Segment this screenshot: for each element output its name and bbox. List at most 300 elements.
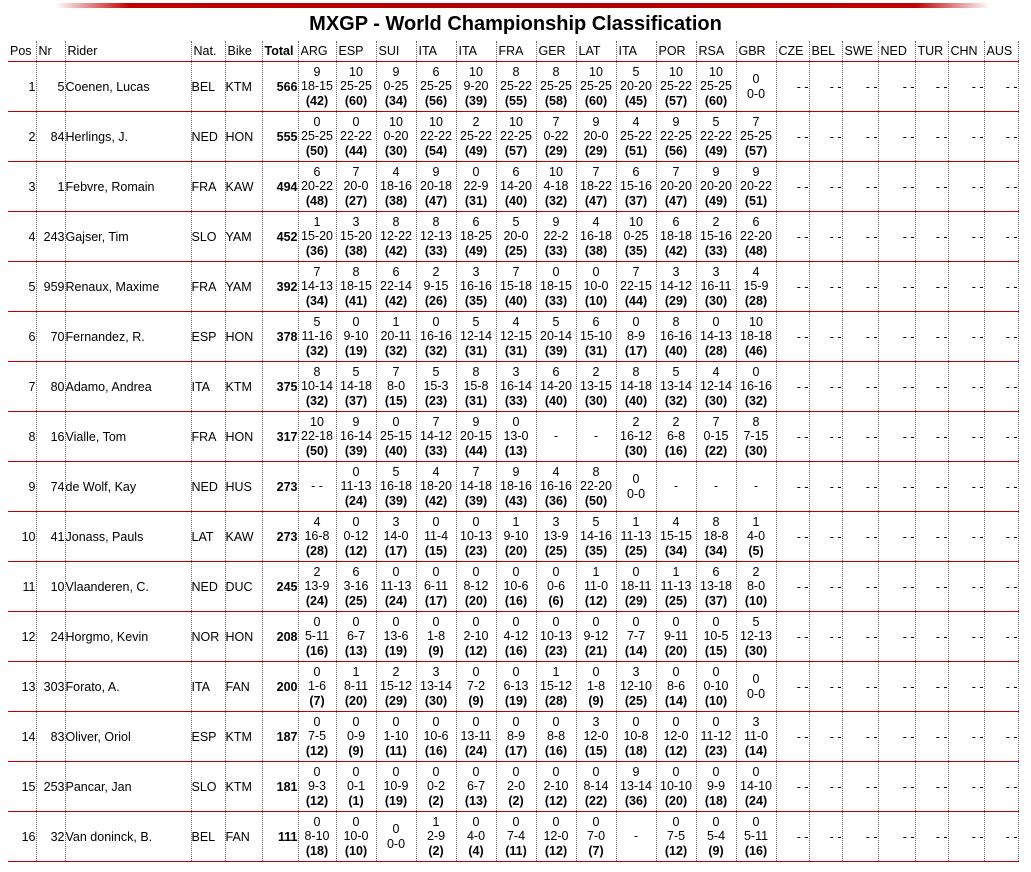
heat-results: 18-15 xyxy=(540,279,572,294)
round-empty-cell: - - xyxy=(878,562,915,612)
round-result-cell xyxy=(536,612,576,662)
heat-results: 2-9 xyxy=(426,829,446,844)
heat-results: 15-15 xyxy=(660,529,692,544)
round-empty-cell: - - xyxy=(915,812,948,862)
row-position: 10 xyxy=(8,512,36,562)
round-empty-cell: - - xyxy=(984,662,1018,712)
row-rider-name: Jonass, Pauls xyxy=(65,512,191,562)
round-empty-cell: - - xyxy=(915,362,948,412)
round-empty-cell: - - xyxy=(878,312,915,362)
heat-results: 20-22 xyxy=(301,179,333,194)
round-position: 0 xyxy=(432,614,440,629)
row-position: 16 xyxy=(8,812,36,862)
round-points: (40) xyxy=(384,443,408,458)
round-empty-cell: - - xyxy=(984,762,1018,812)
heat-results: 9-11 xyxy=(663,629,689,644)
round-position: 0 xyxy=(672,714,680,729)
round-points: (51) xyxy=(744,193,768,208)
round-result-cell xyxy=(376,512,416,562)
row-total-points: 187 xyxy=(262,712,298,762)
round-position: 3 xyxy=(752,714,760,729)
round-points: (41) xyxy=(344,293,368,308)
round-points: (23) xyxy=(544,643,568,658)
round-result-cell xyxy=(616,462,656,512)
round-points: (25) xyxy=(544,543,568,558)
round-points: (40) xyxy=(664,343,688,358)
round-points: (29) xyxy=(544,143,568,158)
round-position: - xyxy=(753,479,759,494)
heat-results: 22-14 xyxy=(380,279,412,294)
round-result-cell xyxy=(376,212,416,262)
round-position: 9 xyxy=(352,414,360,429)
round-points: (12) xyxy=(584,593,608,608)
round-empty-cell: - - xyxy=(984,812,1018,862)
round-position: 8 xyxy=(392,214,400,229)
heat-results: 16-12 xyxy=(620,429,652,444)
round-points: (30) xyxy=(704,393,728,408)
row-nationality: BEL xyxy=(191,62,225,112)
round-points: (18) xyxy=(305,843,329,858)
round-points: (6) xyxy=(548,593,564,608)
round-position: 0 xyxy=(592,614,600,629)
round-result-cell xyxy=(576,412,616,462)
heat-results: 8-0 xyxy=(386,379,406,394)
heat-results: 22-18 xyxy=(301,429,333,444)
heat-results: 10-9 xyxy=(383,779,409,794)
round-points: (12) xyxy=(344,543,368,558)
round-result-cell xyxy=(616,762,656,812)
table-row xyxy=(8,162,1018,212)
heat-results: 6-13 xyxy=(503,679,529,694)
row-position: 13 xyxy=(8,662,36,712)
heat-results: 25-25 xyxy=(420,79,452,94)
round-points: (35) xyxy=(464,293,488,308)
round-empty-cell: - - xyxy=(984,612,1018,662)
heat-results: 16-8 xyxy=(304,529,330,544)
round-empty-cell: - - xyxy=(776,612,809,662)
round-empty-cell: - - xyxy=(842,512,878,562)
heat-results: 18-11 xyxy=(620,579,652,594)
round-result-cell xyxy=(536,812,576,862)
round-empty-cell: - - xyxy=(948,712,984,762)
round-result-cell xyxy=(696,562,736,612)
row-number: 80 xyxy=(36,362,65,412)
heat-results: 10-13 xyxy=(540,629,572,644)
round-empty-cell: - - xyxy=(915,262,948,312)
round-result-cell xyxy=(576,562,616,612)
round-empty-cell: - - xyxy=(878,162,915,212)
round-result-cell xyxy=(376,462,416,512)
round-empty-cell: - - xyxy=(948,612,984,662)
round-points: (17) xyxy=(624,343,648,358)
row-total-points: 452 xyxy=(262,212,298,262)
round-result-cell xyxy=(416,462,456,512)
round-points: (60) xyxy=(584,93,608,108)
round-points: (31) xyxy=(464,343,488,358)
round-result-cell xyxy=(298,62,336,112)
round-position: 5 xyxy=(632,64,640,79)
round-result-cell xyxy=(336,362,376,412)
round-position: 3 xyxy=(632,664,640,679)
heat-results: 20-20 xyxy=(620,79,652,94)
round-result-cell xyxy=(298,362,336,412)
round-empty-cell: - - xyxy=(809,612,842,662)
header-round: RSA xyxy=(696,41,736,62)
round-result-cell xyxy=(376,712,416,762)
round-result-cell xyxy=(616,162,656,212)
round-position: 0 xyxy=(712,764,720,779)
round-result-cell xyxy=(456,62,496,112)
heat-results: 13-9 xyxy=(543,529,569,544)
round-position: 8 xyxy=(592,464,600,479)
row-nationality: FRA xyxy=(191,412,225,462)
heat-results: 20-0 xyxy=(503,229,529,244)
round-empty-cell: - - xyxy=(809,562,842,612)
round-result-cell xyxy=(736,262,776,312)
round-points: (31) xyxy=(584,343,608,358)
round-empty-cell: - - xyxy=(842,662,878,712)
round-points: (10) xyxy=(704,693,728,708)
round-result-cell xyxy=(536,462,576,512)
round-points: (29) xyxy=(584,143,608,158)
round-result-cell xyxy=(298,462,336,512)
round-points: (22) xyxy=(704,443,728,458)
round-result-cell xyxy=(456,462,496,512)
round-position: 5 xyxy=(512,214,520,229)
round-position: 9 xyxy=(472,414,480,429)
round-points: (40) xyxy=(544,393,568,408)
row-total-points: 494 xyxy=(262,162,298,212)
round-result-cell xyxy=(616,562,656,612)
round-position: 4 xyxy=(712,364,720,379)
round-position: 0 xyxy=(672,814,680,829)
round-position: 0 xyxy=(313,764,321,779)
round-points: (13) xyxy=(464,793,488,808)
heat-results: 16-16 xyxy=(540,479,572,494)
heat-results: 0-15 xyxy=(703,429,729,444)
page-title: MXGP - World Championship Classification xyxy=(309,13,722,35)
round-result-cell xyxy=(376,112,416,162)
round-position: 0 xyxy=(432,314,440,329)
round-position: 0 xyxy=(313,114,321,129)
round-result-cell xyxy=(298,612,336,662)
round-position: 0 xyxy=(712,664,720,679)
round-points: (35) xyxy=(624,243,648,258)
round-result-cell xyxy=(696,762,736,812)
round-points: (40) xyxy=(504,293,528,308)
round-empty-cell: - - xyxy=(915,762,948,812)
row-bike: FAN xyxy=(225,662,262,712)
round-result-cell xyxy=(736,762,776,812)
round-points: (60) xyxy=(704,93,728,108)
round-empty-cell: - - xyxy=(776,712,809,762)
round-result-cell xyxy=(336,712,376,762)
row-bike: KTM xyxy=(225,62,262,112)
heat-results: 1-10 xyxy=(383,729,409,744)
round-position: 0 xyxy=(472,564,480,579)
heat-results: 10-8 xyxy=(623,729,649,744)
round-empty-cell: - - xyxy=(809,362,842,412)
header-round: CZE xyxy=(776,41,809,62)
round-position: 3 xyxy=(432,664,440,679)
round-points: (15) xyxy=(584,743,608,758)
round-position: 4 xyxy=(632,114,640,129)
round-points: (23) xyxy=(704,743,728,758)
round-points: (45) xyxy=(624,93,648,108)
round-position: 2 xyxy=(752,564,760,579)
round-result-cell xyxy=(496,312,536,362)
heat-results: 15-12 xyxy=(380,679,412,694)
round-position: 0 xyxy=(432,514,440,529)
round-empty-cell: - - xyxy=(984,112,1018,162)
round-points: (47) xyxy=(424,193,448,208)
round-points: (17) xyxy=(504,743,528,758)
round-position: 7 xyxy=(472,464,480,479)
round-position: 0 xyxy=(672,664,680,679)
round-empty-cell: - - xyxy=(776,62,809,112)
round-position: 1 xyxy=(432,814,440,829)
round-empty-cell: - - xyxy=(984,312,1018,362)
heat-results: 2-10 xyxy=(463,629,489,644)
round-result-cell xyxy=(736,712,776,762)
round-position: 0 xyxy=(592,664,600,679)
round-points: (32) xyxy=(424,343,448,358)
round-position: 0 xyxy=(313,614,321,629)
round-result-cell xyxy=(656,112,696,162)
round-position: 1 xyxy=(512,514,520,529)
round-position: 0 xyxy=(632,472,640,486)
round-result-cell xyxy=(298,162,336,212)
heat-results: 25-15 xyxy=(380,429,412,444)
round-points: (33) xyxy=(504,393,528,408)
round-result-cell xyxy=(298,112,336,162)
round-empty-cell: - - xyxy=(842,162,878,212)
round-position: 5 xyxy=(472,314,480,329)
table-row xyxy=(8,712,1018,762)
round-position: 2 xyxy=(432,264,440,279)
row-bike: DUC xyxy=(225,562,262,612)
heat-results: 4-12 xyxy=(503,629,529,644)
round-result-cell xyxy=(616,512,656,562)
round-points: (49) xyxy=(464,243,488,258)
header-round: ARG xyxy=(298,41,336,62)
round-position: 10 xyxy=(669,64,683,79)
round-empty-cell: - - xyxy=(915,662,948,712)
heat-results: 11-13 xyxy=(660,579,692,594)
round-empty-cell: - - xyxy=(878,612,915,662)
round-result-cell xyxy=(496,462,536,512)
heat-results: 9-10 xyxy=(503,529,529,544)
header-bike: Bike xyxy=(225,41,262,62)
round-points: (15) xyxy=(384,393,408,408)
round-points: (51) xyxy=(624,143,648,158)
round-points: (44) xyxy=(624,293,648,308)
heat-results: 14-20 xyxy=(540,379,572,394)
round-empty-cell: - - xyxy=(948,562,984,612)
round-result-cell xyxy=(696,212,736,262)
heat-results: 16-16 xyxy=(660,329,692,344)
round-points: (34) xyxy=(305,293,329,308)
round-position: 6 xyxy=(752,214,760,229)
round-points: (57) xyxy=(504,143,528,158)
heat-results: 0-0 xyxy=(746,686,766,701)
round-points: (20) xyxy=(664,643,688,658)
round-points: (30) xyxy=(744,643,768,658)
row-number: 1 xyxy=(36,162,65,212)
round-empty-cell: - - xyxy=(776,162,809,212)
round-result-cell xyxy=(696,812,736,862)
round-points: (37) xyxy=(344,393,368,408)
round-result-cell xyxy=(736,812,776,862)
round-points: (30) xyxy=(624,443,648,458)
round-empty-cell: - - xyxy=(809,462,842,512)
round-result-cell xyxy=(536,412,576,462)
heat-results: 9-10 xyxy=(343,329,369,344)
round-position: 0 xyxy=(512,414,520,429)
round-position: 3 xyxy=(552,514,560,529)
heat-results: 10-0 xyxy=(343,829,369,844)
table-row xyxy=(8,362,1018,412)
round-position: 0 xyxy=(512,764,520,779)
round-points: (39) xyxy=(464,93,488,108)
row-number: 74 xyxy=(36,462,65,512)
round-result-cell xyxy=(336,512,376,562)
row-rider-name: Oliver, Oriol xyxy=(65,712,191,762)
row-rider-name: Pancar, Jan xyxy=(65,762,191,812)
round-result-cell xyxy=(656,712,696,762)
heat-results: 15-3 xyxy=(423,379,449,394)
round-position: 0 xyxy=(512,614,520,629)
row-bike: HON xyxy=(225,312,262,362)
classification-table xyxy=(8,41,1019,862)
round-empty-cell: - - xyxy=(948,112,984,162)
heat-results: 10-6 xyxy=(423,729,449,744)
round-result-cell xyxy=(656,462,696,512)
round-empty-cell: - - xyxy=(948,312,984,362)
round-position: 4 xyxy=(752,264,760,279)
heat-results: 8-8 xyxy=(546,729,566,744)
round-points: (60) xyxy=(344,93,368,108)
heat-results: 15-16 xyxy=(620,179,652,194)
heat-results: 20-0 xyxy=(583,129,609,144)
heat-results: 13-14 xyxy=(420,679,452,694)
round-points: (12) xyxy=(664,843,688,858)
row-position: 5 xyxy=(8,262,36,312)
round-result-cell xyxy=(456,812,496,862)
heat-results: 11-0 xyxy=(743,729,769,744)
header-rider: Rider xyxy=(65,41,191,62)
heat-results: 22-2 xyxy=(543,229,569,244)
round-position: 8 xyxy=(552,64,560,79)
round-result-cell xyxy=(416,762,456,812)
round-points: (10) xyxy=(744,593,768,608)
round-position: 7 xyxy=(672,164,680,179)
heat-results: 13-11 xyxy=(460,729,492,744)
header-round: ESP xyxy=(336,41,376,62)
round-empty-cell: - - xyxy=(915,412,948,462)
round-position: 7 xyxy=(752,114,760,129)
row-position: 6 xyxy=(8,312,36,362)
row-bike: HUS xyxy=(225,462,262,512)
row-nationality: NOR xyxy=(191,612,225,662)
round-position: 0 xyxy=(712,714,720,729)
round-result-cell xyxy=(616,62,656,112)
heat-results: 18-15 xyxy=(301,79,333,94)
round-empty-cell: - - xyxy=(984,262,1018,312)
round-points: (24) xyxy=(305,593,329,608)
heat-results: 22-15 xyxy=(620,279,652,294)
row-position: 4 xyxy=(8,212,36,262)
round-position: 0 xyxy=(352,314,360,329)
heat-results: 14-18 xyxy=(620,379,652,394)
row-number: 959 xyxy=(36,262,65,312)
round-points: (12) xyxy=(544,843,568,858)
heat-results: 25-22 xyxy=(460,129,492,144)
heat-results: 5-11 xyxy=(304,629,330,644)
round-position: 1 xyxy=(752,514,760,529)
round-result-cell xyxy=(298,712,336,762)
heat-results: 18-22 xyxy=(580,179,612,194)
heat-results: 12-10 xyxy=(620,679,652,694)
round-result-cell xyxy=(298,662,336,712)
heat-results: 14-12 xyxy=(420,429,452,444)
heat-results: 6-7 xyxy=(346,629,366,644)
round-result-cell xyxy=(656,62,696,112)
heat-results: 25-22 xyxy=(660,79,692,94)
round-empty-cell: - - xyxy=(842,312,878,362)
round-result-cell xyxy=(298,412,336,462)
round-position: 1 xyxy=(313,214,321,229)
heat-results: 25-25 xyxy=(340,79,372,94)
heat-results: 25-22 xyxy=(620,129,652,144)
round-result-cell xyxy=(416,812,456,862)
round-position: 2 xyxy=(672,414,680,429)
round-position: 4 xyxy=(432,464,440,479)
round-position: 8 xyxy=(632,364,640,379)
round-points: (16) xyxy=(424,743,448,758)
classification-rows xyxy=(8,62,1018,862)
row-rider-name: Horgmo, Kevin xyxy=(65,612,191,662)
round-result-cell xyxy=(456,212,496,262)
round-position: 4 xyxy=(552,464,560,479)
round-result-cell xyxy=(736,612,776,662)
round-points: (18) xyxy=(704,793,728,808)
round-result-cell xyxy=(536,162,576,212)
round-points: (18) xyxy=(624,743,648,758)
round-result-cell xyxy=(416,112,456,162)
row-nationality: FRA xyxy=(191,162,225,212)
heat-results: 20-20 xyxy=(660,179,692,194)
header-round: BEL xyxy=(809,41,842,62)
heat-results: 12-14 xyxy=(460,329,492,344)
round-points: (15) xyxy=(704,643,728,658)
round-position: 6 xyxy=(352,564,360,579)
round-result-cell xyxy=(696,412,736,462)
round-points: (48) xyxy=(744,243,768,258)
round-empty-cell: - - xyxy=(984,462,1018,512)
round-points: (33) xyxy=(544,243,568,258)
round-position: 6 xyxy=(712,564,720,579)
round-result-cell xyxy=(536,262,576,312)
row-number: 243 xyxy=(36,212,65,262)
row-position: 3 xyxy=(8,162,36,212)
round-result-cell xyxy=(736,512,776,562)
round-position: 0 xyxy=(352,764,360,779)
heat-results: 12-22 xyxy=(380,229,412,244)
round-empty-cell: - - xyxy=(948,512,984,562)
round-result-cell xyxy=(496,112,536,162)
row-nationality: ESP xyxy=(191,312,225,362)
